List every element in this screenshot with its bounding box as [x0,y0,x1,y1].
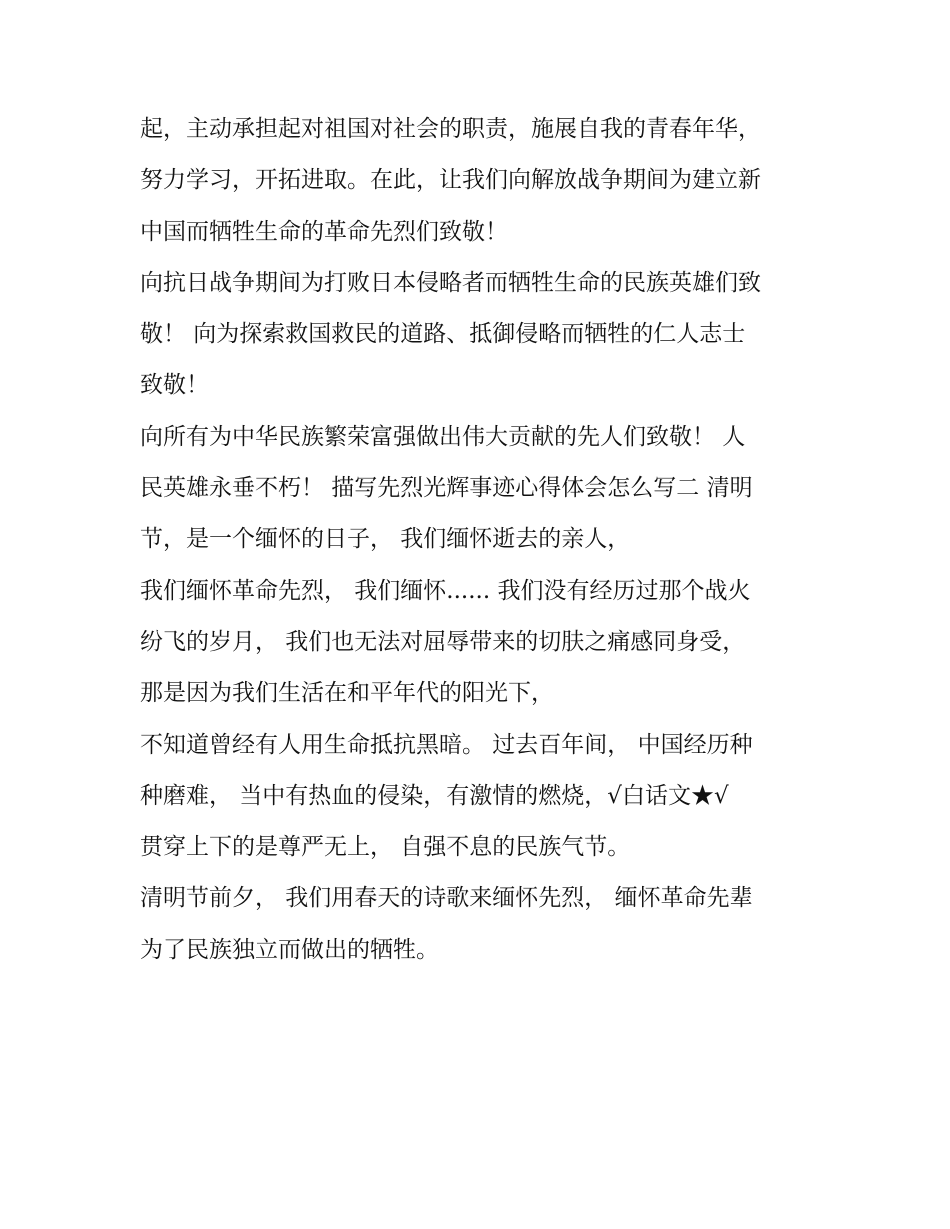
document-body [140,106,830,978]
text-line: 敬！ 向为探索救国救民的道路、抵御侵略而牺牲的仁人志士 [140,321,746,348]
text-line: 我们缅怀革命先烈， 我们缅怀...... 我们没有经历过那个战火 [140,577,751,604]
text-line: 致敬！ [140,372,209,399]
text-line: 向抗日战争期间为打败日本侵略者而牺牲生命的民族英雄们致 [140,269,761,296]
text-line: 贯穿上下的是尊严无上， 自强不息的民族气节。 [140,834,631,861]
text-line: 种磨难， 当中有热血的侵染，有激情的燃烧，√白话文★√ [140,782,729,809]
text-line: 起，主动承担起对祖国对社会的职责，施展自我的青春年华， [140,116,761,142]
text-line: 为了民族独立而做出的牺牲。 [140,936,439,963]
text-line: 清明节前夕， 我们用春天的诗歌来缅怀先烈， 缅怀革命先辈 [140,885,753,912]
text-line: 节，是一个缅怀的日子， 我们缅怀逝去的亲人， [140,526,631,553]
text-line: 不知道曾经有人用生命抵抗黑暗。 过去百年间， 中国经历种 [140,731,753,758]
text-line: 中国而牺牲生命的革命先烈们致敬！ [140,218,508,245]
text-line: 纷飞的岁月， 我们也无法对屈辱带来的切肤之痛感同身受， [140,628,746,655]
text-line: 民英雄永垂不朽！ 描写先烈光辉事迹心得体会怎么写二 清明 [140,475,753,502]
text-line: 那是因为我们生活在和平年代的阳光下， [140,680,554,707]
text-line: 向所有为中华民族繁荣富强做出伟大贡献的先人们致敬！ 人 [140,423,746,450]
text-line: 努力学习，开拓进取。在此，让我们向解放战争期间为建立新 [140,167,761,194]
